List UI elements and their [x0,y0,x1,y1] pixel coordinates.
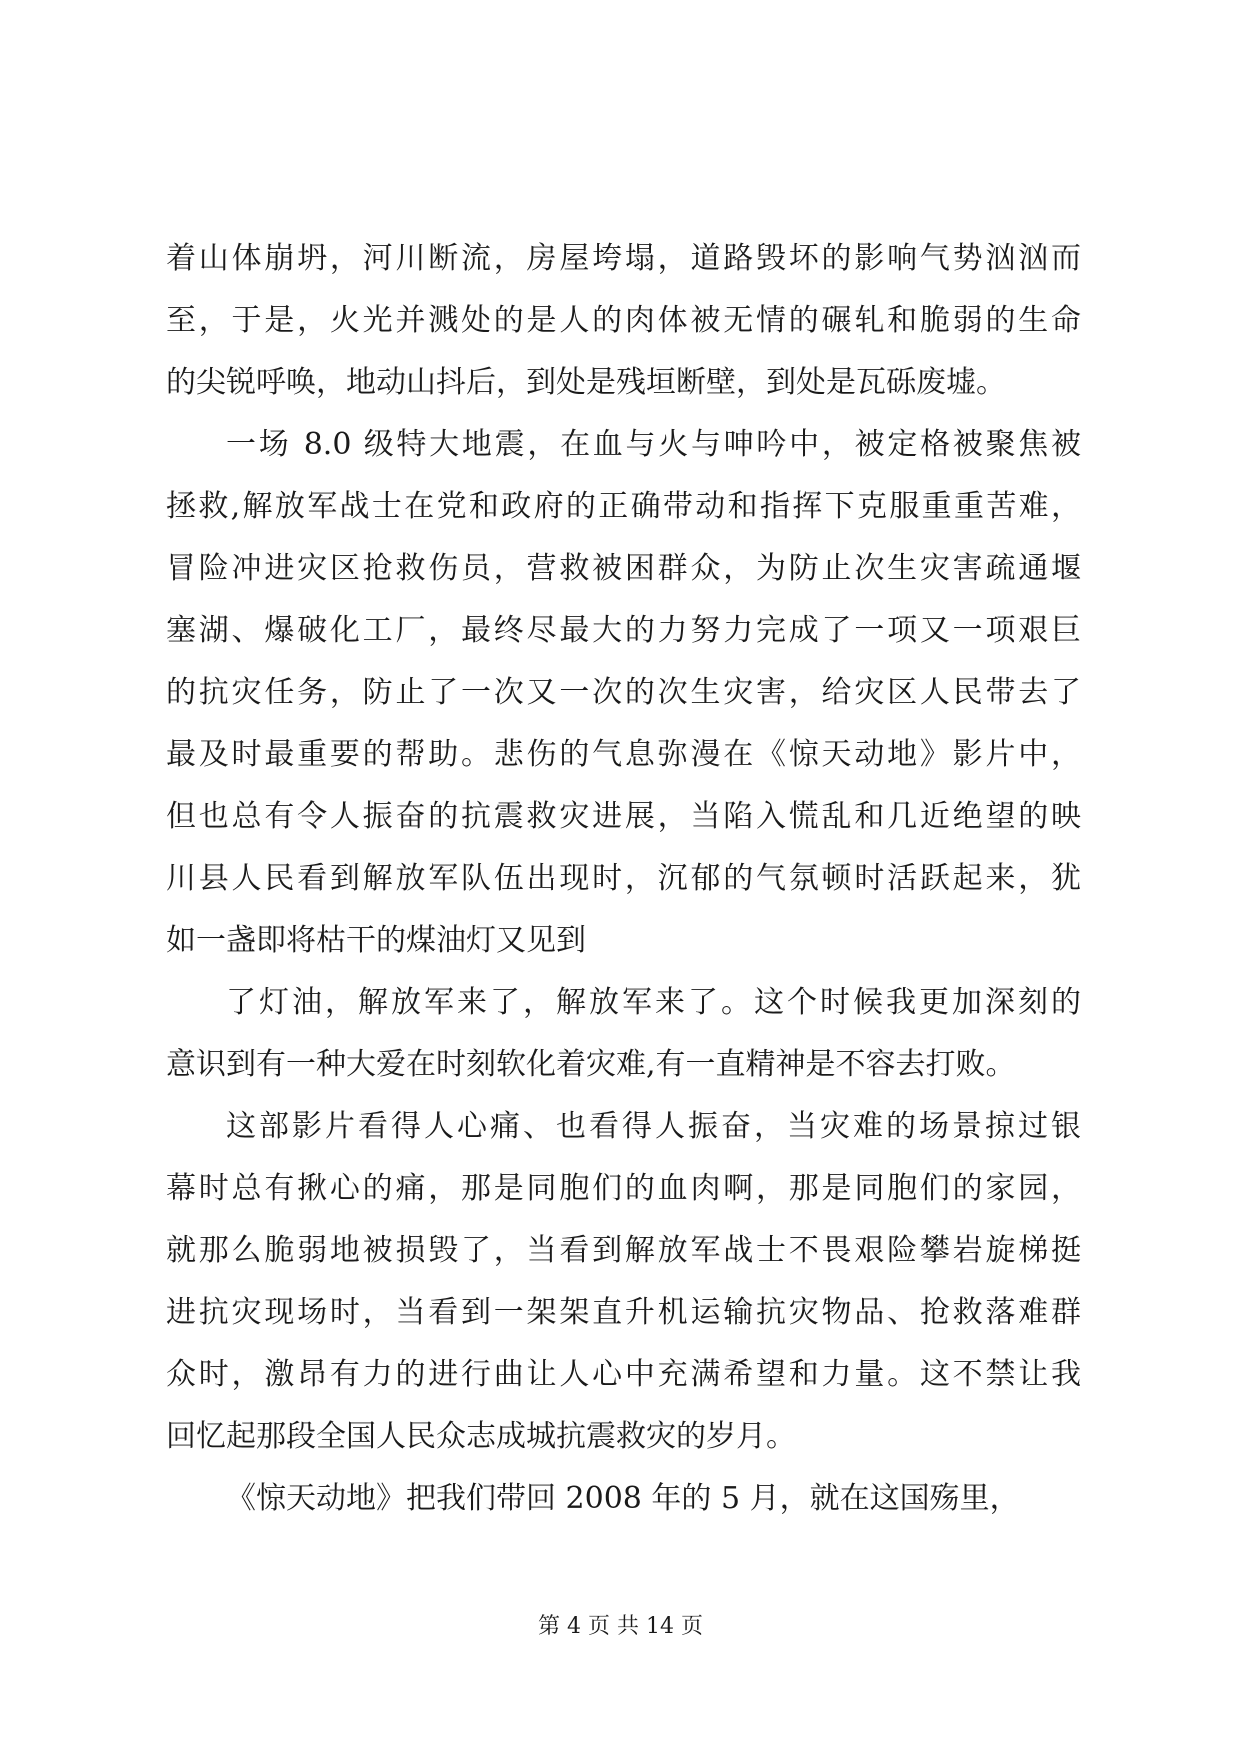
page-footer: 第 4 页 共 14 页 [538,1614,703,1639]
paragraph-line: 进抗灾现场时，当看到一架架直升机运输抗灾物品、抢救落难群 [166,1295,1081,1330]
paragraph-line: 最及时最重要的帮助。悲伤的气息弥漫在《惊天动地》影片中， [166,737,1081,772]
paragraph-line: 了灯油，解放军来了，解放军来了。这个时候我更加深刻的 [226,985,1081,1020]
paragraph-line: 就那么脆弱地被损毁了，当看到解放军战士不畏艰险攀岩旋梯挺 [166,1233,1081,1268]
paragraph-line: 的尖锐呼唤，地动山抖后，到处是残垣断壁，到处是瓦砾废墟。 [166,365,1006,400]
paragraph-line: 意识到有一种大爱在时刻软化着灾难,有一直精神是不容去打败。 [166,1047,1016,1082]
paragraph-line: 塞湖、爆破化工厂，最终尽最大的力努力完成了一项又一项艰巨 [166,613,1081,648]
paragraph-line: 一场 8.0 级特大地震，在血与火与呻吟中，被定格被聚焦被 [226,427,1081,462]
paragraph-line: 至，于是，火光并溅处的是人的肉体被无情的碾轧和脆弱的生命 [166,303,1081,338]
paragraph-line: 但也总有令人振奋的抗震救灾进展，当陷入慌乱和几近绝望的映 [166,799,1081,834]
paragraph-line: 冒险冲进灾区抢救伤员，营救被困群众，为防止次生灾害疏通堰 [166,551,1081,586]
paragraph-line: 的抗灾任务，防止了一次又一次的次生灾害，给灾区人民带去了 [166,675,1081,710]
paragraph-line: 回忆起那段全国人民众志成城抗震救灾的岁月。 [166,1419,796,1454]
paragraph-line: 拯救,解放军战士在党和政府的正确带动和指挥下克服重重苦难， [166,489,1081,524]
paragraph-line: 川县人民看到解放军队伍出现时，沉郁的气氛顿时活跃起来，犹 [166,861,1081,896]
paragraph-line: 众时，激昂有力的进行曲让人心中充满希望和力量。这不禁让我 [166,1357,1081,1392]
paragraph-line: 这部影片看得人心痛、也看得人振奋，当灾难的场景掠过银 [226,1109,1081,1144]
paragraph-line: 着山体崩坍，河川断流，房屋垮塌，道路毁坏的影响气势汹汹而 [166,241,1081,276]
body-text [166,228,1081,1530]
paragraph-line: 《惊天动地》把我们带回 2008 年的 5 月，就在这国殇里， [226,1481,1020,1516]
paragraph-line: 幕时总有揪心的痛，那是同胞们的血肉啊，那是同胞们的家园， [166,1171,1081,1206]
paragraph-line: 如一盏即将枯干的煤油灯又见到 [166,923,586,958]
